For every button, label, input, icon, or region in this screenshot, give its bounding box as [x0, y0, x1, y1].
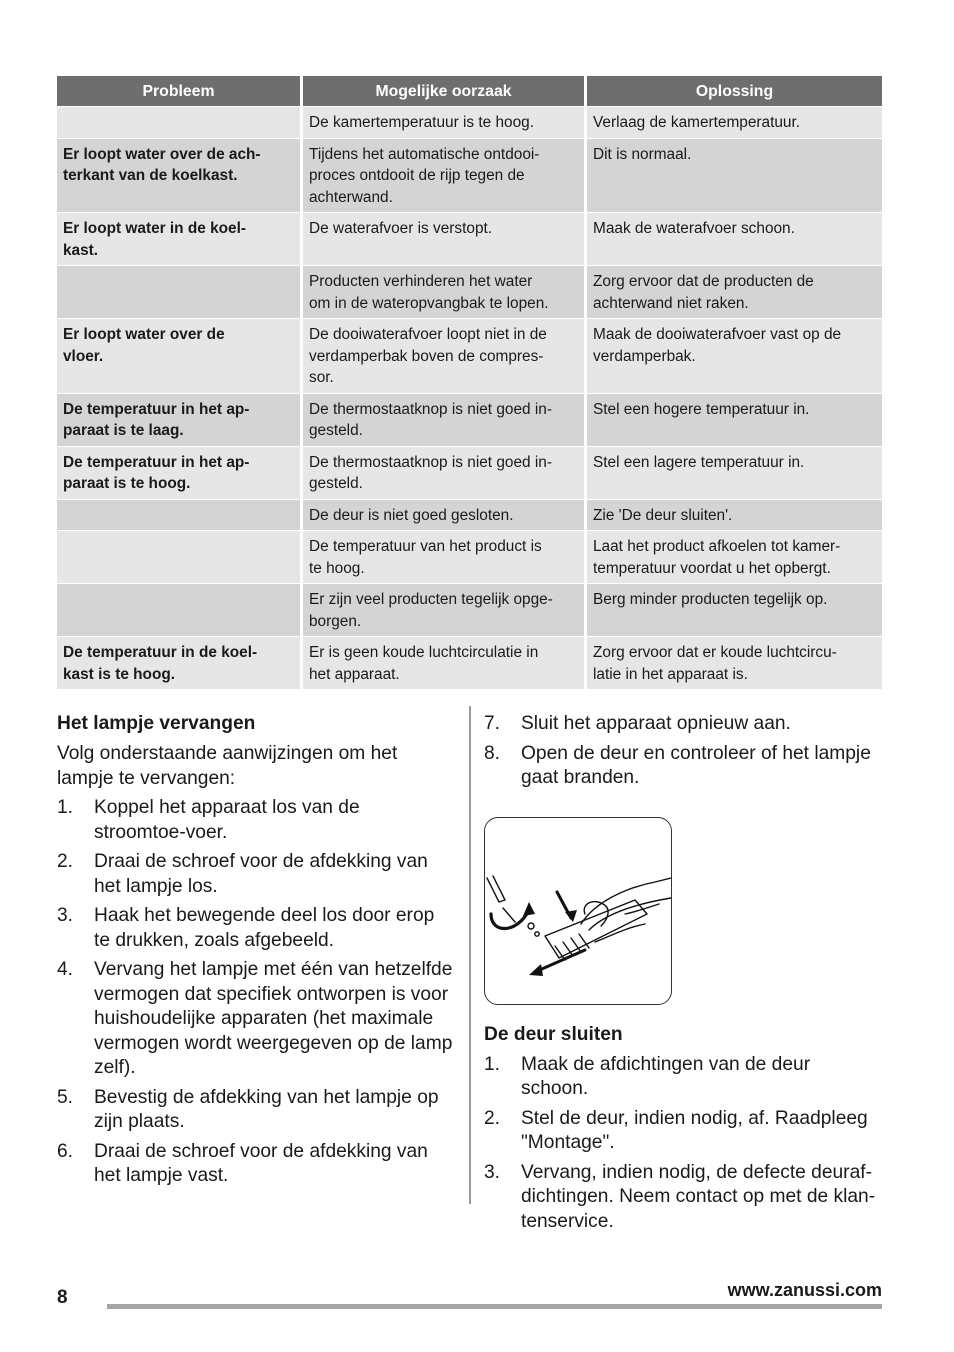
step-number: 2. [57, 851, 74, 872]
step-text: Stel de deur, indien nodig, af. Raadpleeg "Montage". [521, 1107, 868, 1153]
problem-cell [57, 500, 303, 532]
step-item [57, 1140, 454, 1189]
step-number: 7. [484, 713, 501, 734]
solution-cell: Laat het product afkoelen tot kamer- temperatuur voordat u het opbergt. [587, 531, 882, 584]
step-text: Haak het bewegende deel los door erop te drukken, zoals afgebeeld. [94, 905, 435, 951]
footer-website-link[interactable]: www.zanussi.com [727, 1280, 882, 1300]
cause-cell: De temperatuur van het product is te hoog. [303, 531, 587, 584]
problem-cell: Er loopt water in de koel- kast. [57, 213, 303, 266]
table-row [57, 394, 882, 447]
step-item [57, 958, 454, 1081]
cause-cell: De thermostaatknop is niet goed in- gesteld. [303, 447, 587, 500]
cause-cell: De thermostaatknop is niet goed in- gesteld. [303, 394, 587, 447]
cause-cell: Producten verhinderen het water om in de wateropvangbak te lopen. [303, 266, 587, 319]
lamp-replacement-illustration [484, 817, 672, 1005]
cause-cell: De waterafvoer is verstopt. [303, 213, 587, 266]
solution-cell: Maak de waterafvoer schoon. [587, 213, 882, 266]
table-row [57, 139, 882, 214]
problem-cell: Er loopt water over de ach- terkant van de koelkast. [57, 139, 303, 214]
step-number: 6. [57, 1140, 74, 1162]
header-oplossing: Oplossing [587, 76, 882, 107]
step-item [484, 1161, 881, 1235]
step-number: 3. [57, 905, 74, 926]
cause-cell: De dooiwaterafvoer loopt niet in de verdamperbak boven de compres- sor. [303, 319, 587, 394]
solution-cell: Maak de dooiwaterafvoer vast op de verdamperbak. [587, 319, 882, 394]
table-row [57, 447, 882, 500]
column-divider [469, 706, 471, 1204]
step-number: 2. [484, 1107, 501, 1129]
cause-cell: De deur is niet goed gesloten. [303, 500, 587, 532]
step-item [484, 742, 881, 791]
table-row [57, 213, 882, 266]
step-text: Draai de schroef voor de afdekking van het lampje vast. [94, 1140, 428, 1186]
table-row [57, 531, 882, 584]
cause-cell: Er is geen koude luchtcirculatie in het apparaat. [303, 637, 587, 690]
step-text: Vervang het lampje met één van hetzelfde vermogen dat specifiek ontworpen is voor huishoudelijke apparaten (het maximale vermogen wordt weergegeven op de lamp zelf). [94, 959, 453, 1078]
footer-rule [107, 1304, 882, 1309]
right-column [484, 712, 881, 1239]
door-steps-list [484, 1053, 881, 1235]
table-row [57, 637, 882, 690]
header-mogelijke-oorzaak: Mogelijke oorzaak [303, 76, 587, 107]
step-number: 1. [57, 797, 74, 818]
solution-cell: Zorg ervoor dat er koude luchtcircu- latie in het apparaat is. [587, 637, 882, 690]
header-probleem: Probleem [57, 76, 303, 107]
page-number: 8 [57, 1287, 68, 1308]
step-number: 4. [57, 959, 74, 980]
step-item [57, 796, 454, 845]
table-row [57, 266, 882, 319]
problem-cell: De temperatuur in de koel- kast is te hoog. [57, 637, 303, 690]
step-item [57, 850, 454, 899]
door-heading: De deur sluiten [484, 1023, 623, 1045]
problem-cell [57, 266, 303, 319]
solution-cell: Berg minder producten tegelijk op. [587, 584, 882, 637]
step-text: Maak de afdichtingen van de deur schoon. [521, 1053, 811, 1099]
step-text: Sluit het apparaat opnieuw aan. [521, 713, 791, 734]
lamp-steps-list-continued [484, 712, 881, 791]
table-header-row [57, 76, 882, 107]
step-text: Bevestig de afdekking van het lampje op zijn plaats. [94, 1086, 439, 1132]
cause-cell: Er zijn veel producten tegelijk opge- borgen. [303, 584, 587, 637]
step-text: Vervang, indien nodig, de defecte deuraf-dichtingen. Neem contact op met de klan-tenservice. [521, 1161, 876, 1232]
solution-cell: Verlaag de kamertemperatuur. [587, 107, 882, 139]
step-number: 1. [484, 1053, 501, 1075]
problem-cell: Er loopt water over de vloer. [57, 319, 303, 394]
problem-cell [57, 584, 303, 637]
step-number: 3. [484, 1161, 501, 1183]
step-item [57, 1086, 454, 1135]
problem-cell [57, 107, 303, 139]
step-item [57, 904, 454, 953]
troubleshooting-table [57, 76, 882, 690]
step-text: Draai de schroef voor de afdekking van het lampje los. [94, 851, 428, 897]
problem-cell: De temperatuur in het ap- paraat is te hoog. [57, 447, 303, 500]
lamp-intro: Volg onderstaande aanwijzingen om het lampje te vervangen: [57, 743, 398, 789]
table-row [57, 319, 882, 394]
table-row [57, 584, 882, 637]
solution-cell: Zie 'De deur sluiten'. [587, 500, 882, 532]
solution-cell: Dit is normaal. [587, 139, 882, 214]
table-row [57, 107, 882, 139]
step-item [484, 1053, 881, 1102]
solution-cell: Stel een lagere temperatuur in. [587, 447, 882, 500]
lamp-section [57, 712, 454, 1194]
step-item [484, 1107, 881, 1156]
solution-cell: Stel een hogere temperatuur in. [587, 394, 882, 447]
lamp-heading: Het lampje vervangen [57, 713, 256, 734]
step-number: 8. [484, 742, 501, 764]
cause-cell: Tijdens het automatische ontdooi- proces ontdooit de rijp tegen de achterwand. [303, 139, 587, 214]
problem-cell: De temperatuur in het ap- paraat is te laag. [57, 394, 303, 447]
cause-cell: De kamertemperatuur is te hoog. [303, 107, 587, 139]
table-row [57, 500, 882, 532]
step-item [484, 712, 881, 737]
step-number: 5. [57, 1086, 74, 1108]
solution-cell: Zorg ervoor dat de producten de achterwand niet raken. [587, 266, 882, 319]
lamp-steps-list [57, 796, 454, 1189]
problem-cell [57, 531, 303, 584]
step-text: Koppel het apparaat los van de stroomtoe-voer. [94, 797, 360, 843]
step-text: Open de deur en controleer of het lampje gaat branden. [521, 742, 871, 788]
